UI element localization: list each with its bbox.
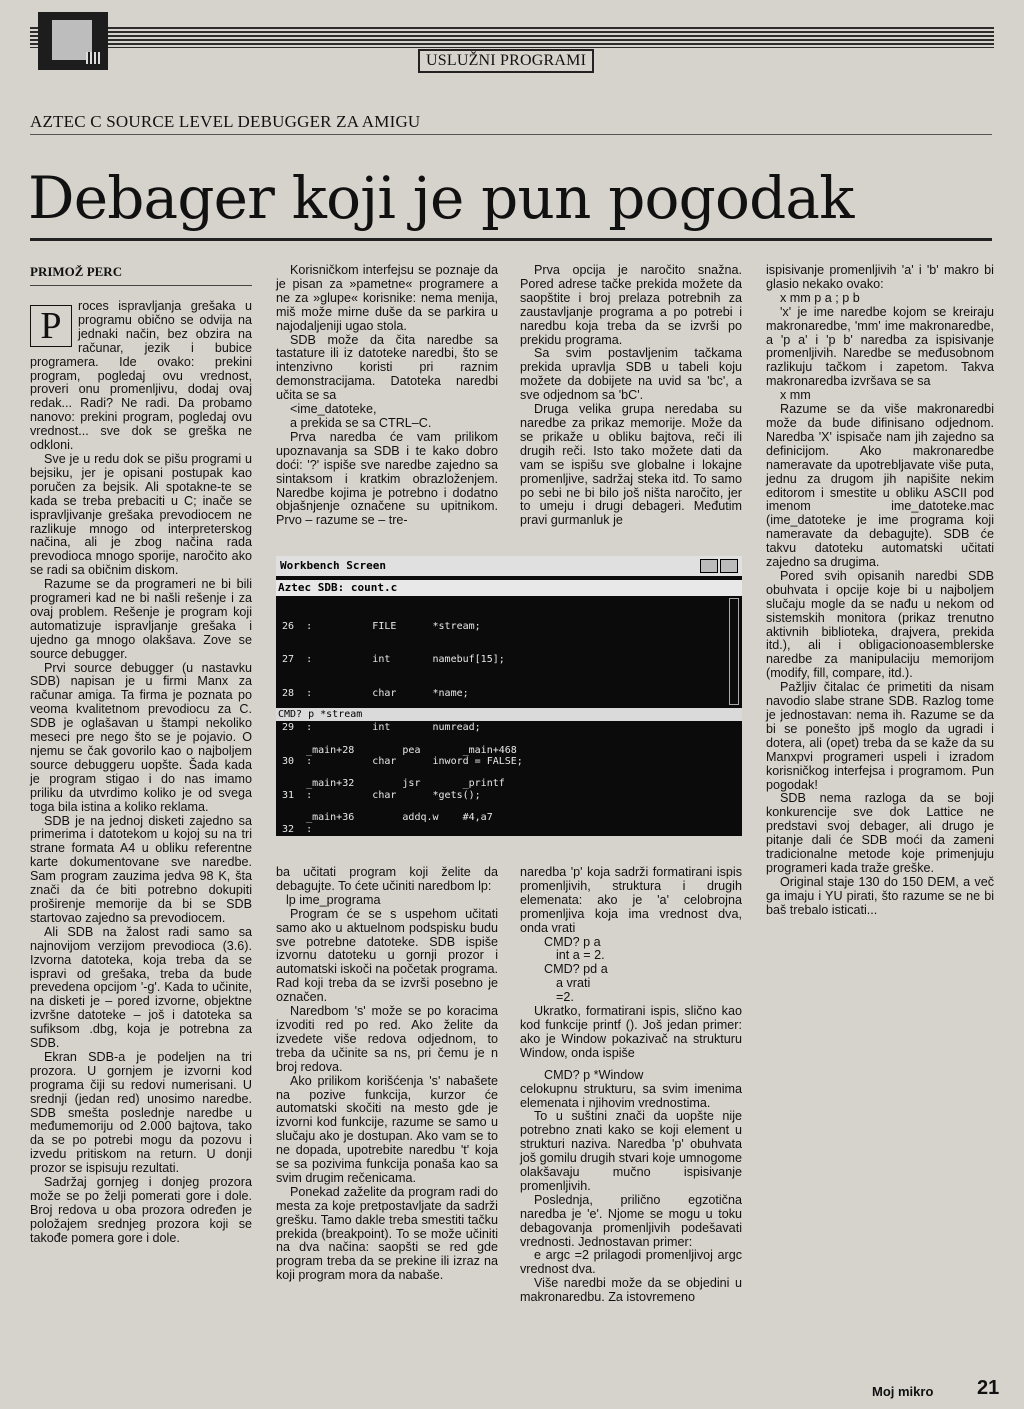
paragraph: Naredbom 's' može se po koracima izvoditi red po red. Ako želite da izvedete više redova odjednom, to treba da učinite sa ns, pri čemu je n broj redova. <box>276 1004 498 1074</box>
code-line: x mm p a ; p b <box>780 290 860 305</box>
page-number: 21 <box>977 1377 1000 1399</box>
code-line: CMD? p *Window <box>544 1067 644 1082</box>
paragraph: Program će se s uspehom učitati samo ako u aktuelnom podspisku budu sve potrebne datoteke. SDB ispiše izvornu datoteku u gornji prozor i automatski iskoči na početak programa. Rad koji treba da se izvrši posebno je označen. <box>276 906 498 1005</box>
paragraph: Prva naredba će vam prilikom upoznavanja sa SDB i te kako dobro doći: '?' ispiše sve naredbe zajedno sa sintaksom i kratkim obrazloženjem. Naredbe kojima je potrebno i dodatno objašnjenje označene su upitnikom. Prvo – razume se – tre- <box>276 429 498 528</box>
paragraph: Ponekad zaželite da program radi do mesta za koje pretpostavljate da sadrži grešku. Tamo dakle treba smestiti tačku prekida (breakpoint). To se može učiniti na dva načina: saopšti se red gde program treba da se prekine ili izraz na koji program mora da nabaše. <box>276 1184 498 1283</box>
article-subtitle: AZTEC C SOURCE LEVEL DEBUGGER ZA AMIGU <box>30 112 421 131</box>
code-line: lp ime_programa <box>286 892 381 907</box>
paragraph: Druga velika grupa neredaba su naredbe za prikaz memorije. Može da se prikaže u obliku bajtova, reči ili drugih reči. Isto tako možete dati da vam se ispišu sve globalne i lokajne promenljive, sadržaj steka itd. To samo po sebi ne bi bilo još ništa naročito, jer to umeju i drugi debageri. Međutim pravi gurmanluk je <box>520 402 742 528</box>
paragraph: Razume se da programeri ne bi bili programeri kad ne bi našli rešenje i za ovaj problem. Rešenje je program koji automatizuje ispravljanje grešaka i ujedno ga mnogo olakšava. Zove se source debugger. <box>30 577 252 661</box>
paragraph: celokupnu strukturu, sa svim imenima elemenata i njihovim vrednostima. <box>520 1081 742 1110</box>
command-prompt: CMD? p *stream <box>278 709 363 720</box>
workbench-title: Workbench Screen <box>280 559 386 572</box>
output-line: _main+32 jsr _printf <box>282 778 505 790</box>
paragraph: To u suštini znači da uopšte nije potrebno znati kako se koji element u strukturi naziva. Naredba 'p' obuhvata još gomilu drugih stvari koje umnogome olakšavaju mučno ispisivanje promenljivih. <box>520 1109 742 1193</box>
code-line: =2. <box>556 990 574 1005</box>
depth-gadget-icon <box>720 559 738 573</box>
paragraph: Ako prilikom korišćenja 's' nabašete na pozive funkcija, kurzor će automatski skočiti na mesto gde je izvorni kod funkcije, razume se samo u slučaju ako je dostupan. Ako vam se to ne dopada, upotrebite naredbu 't' koja se sa pozivima funkcija ponaša kao sa svim drugim rečenicama. <box>276 1073 498 1185</box>
paragraph: ba učitati program koji želite da debagujte. To ćete učiniti naredbom lp: <box>276 865 498 893</box>
paragraph: 'x' je ime naredbe kojom se kreiraju makronaredbe, 'mm' ime makronaredbe, a 'p a' i 'p b' naredba za ispisivanje promenljivih. Naredbe se međusobnom razlikuju tačkom i zapetom. Takva makronaredba izvršava se sa <box>766 304 994 389</box>
code-line: <ime_datoteke, <box>290 402 377 417</box>
column-3-top <box>520 264 742 528</box>
sdb-screenshot <box>276 556 742 836</box>
source-window-titlebar <box>276 580 742 596</box>
output-line: _main+36 addq.w #4,a7 <box>282 812 493 824</box>
paragraph: SDB je na jednoj disketi zajedno sa primerima i datotekom u kojoj su na tri strane formata A4 u obliku referentne karte dokumentovane sve naredbe. Sam program zauzima jedva 98 K, šta znači da će biti potrebno dokupiti proširenje memorije da bi se SDB startovao zajedno sa prevodiocem. <box>30 813 252 925</box>
paragraph: Korisničkom interfejsu se poznaje da je pisan za »pametne« programere a ne za »glupe« korisnike: nema menija, miš može mirne duše da se parkira u najodaljeniji ugao stola. <box>276 263 498 333</box>
section-label: USLUŽNI PROGRAMI <box>418 49 594 73</box>
source-line: 28 : char *name; <box>282 688 469 700</box>
paragraph: ispisivanje promenljivih 'a' i 'b' makro bi glasio nekako ovako: <box>766 263 994 291</box>
header-stripes <box>30 27 994 48</box>
scrollbar <box>729 598 739 705</box>
code-line: CMD? p a <box>544 934 601 949</box>
source-line: 29 : int numread; <box>282 722 481 734</box>
paragraph: Prvi source debugger (u nastavku SDB) napisan je u firmi Manx za računar amiga. Ta firma je poznata po veoma kvalitetnom prevodiocu za C. SDB je oglašavan u štampi nekoliko meseci pre nego što se je pojavio. O njemu se čak govorilo kao o najboljem source debuggeru uopšte. Šada kada je program stigao i do nas imamo priliku da utvrdimo koliko je od svega toga bila istina a koliko reklama. <box>30 660 252 814</box>
output-window <box>282 722 517 836</box>
code-line: x mm <box>780 388 811 403</box>
column-2-bottom <box>276 866 498 1283</box>
divider <box>30 238 992 241</box>
paragraph: Ukratko, formatirani ispis, slično kao kod funkcije printf (). Još jedan primer: ako je Window pokazivač na strukturu Window, onda ispiše <box>520 1004 742 1060</box>
paragraph: Poslednja, prilično egzotična naredba je 'e'. Njome se mogu u toku debagovanja promenljivih podešavati vrednosti. Jednostavan primer: <box>520 1192 742 1249</box>
source-line: 26 : FILE *stream; <box>282 620 481 632</box>
paragraph: SDB nema razloga da se boji konkurencije sve dok Lattice ne predstavi svoj debager, ali drugo je pitanje dali će SDB moći da zameni tradicionalne metode koje primenjuju programeri kada traže greške. <box>766 791 994 875</box>
paragraph: Sadržaj gornjeg i donjeg prozora može se po želji pomerati gore i dole. Broj redova u oba prozora određen je položajem srednjeg prozora koji se takođe pomera gore i dole. <box>30 1175 252 1245</box>
code-line: int a = 2. <box>556 948 605 963</box>
paragraph: Sa svim postavljenim tačkama prekida upravlja SDB u tabeli koju možete da dobijete na uvid sa 'bc', a sve odjednom sa 'bC'. <box>520 346 742 403</box>
paragraph: e argc =2 prilagodi promenljivoj argc vrednost dva. <box>520 1248 742 1277</box>
paragraph: P roces ispravljanja grešaka u programu obično se odvija na jednaki način, bez obzira na računar, jezik i bubice programera. Ide ovako: prekini program, pogledaj ovu vrednost, proveri onu promenljivu, dodaj ovaj redak... Radi? Ne radi. Da probamo nanovo: prekini program, pogledaj ovu vrednost... sve dok se greška ne odkloni. <box>30 299 252 453</box>
paragraph: Pored svih opisanih naredbi SDB obuhvata i opcije koje bi u najboljem slučaju mogle da se nađu u nekom od sistemskih monitora (prikaz trenutno aktivnih biblioteka, drajvera, prekida itd.), ali i obligacionoasemblerske naredbe za manipulaciju memorijom (modify, fill, compare, itd.). <box>766 568 994 681</box>
paragraph: Ali SDB na žalost radi samo sa najnovijom verzijom prevodioca (3.6). Izvorna datoteka, koja treba da se ispravi od grešaka, treba da bude prevedena opcijom '-g'. Kada to učinite, na disketi je – pored izvorne, objektne izvršne datoteke – još i datoteka sa sufiksom .dbg, koja je potrebna za SDB. <box>30 924 252 1051</box>
paragraph: Više naredbi može da se objedini u makronaredbu. Za istovremeno <box>520 1276 742 1305</box>
source-line: 27 : int namebuf[15]; <box>282 654 505 666</box>
paragraph: Pažljiv čitalac će primetiti da nisam navodio slabe strane SDB. Razlog tome je jednostavan: nema ih. Razume se da bi se ponešto jpš moglo da ugradi i dotera, ali (opet) treba da se kaže da su Manxpvi programeri uspeli i izradom korisničkog interfejsa i programom. Pun pogodak! <box>766 680 994 792</box>
divider <box>30 285 252 286</box>
source-line: 32 : <box>282 823 313 835</box>
paragraph: Ekran SDB-a je podeljen na tri prozora. U gornjem je izvorni kod programa čiji su redovi numerisani. U srednji (jedan red) unosimo naredbe. SDB smešta poslednje naredbe u međumemoriju od 2.000 bajtova, tako da se po potrebi mogu da pozovu i izvedu pritiskom na return. U donji prozor se ispisuju rezultati. <box>30 1049 252 1176</box>
paragraph: Razume se da više makronaredbi može da bude difinisano odjednom. Naredba 'X' ispisače nam jih zajedno sa definicijom. Ako makronaredbe nameravate da upotrebljavate više puta, jednu za drugom jih napišite nekim editorom i smestite u obliku ASCII pod imenom ime_datoteke.mac (ime_datoteke je ime programa koji nameravate da debagujte). SDB će takvu datoteku automatski učitati zajedno sa drugima. <box>766 402 994 570</box>
column-2-top <box>276 264 498 528</box>
computer-icon <box>38 12 108 70</box>
command-line <box>276 708 742 721</box>
divider <box>30 134 992 135</box>
paragraph: naredba 'p' koja sadrži formatirani ispis promenljivih, struktura i drugih elemenata: ako je 'a' celobrojna promenljiva koja ima vrednost dva, onda vrati <box>520 865 742 935</box>
depth-gadget-icon <box>700 559 718 573</box>
article-title: Debager koji je pun pogodak <box>28 164 854 232</box>
output-line: _main+28 pea _main+468 <box>282 744 517 756</box>
author-name: PRIMOŽ PERC <box>30 264 123 279</box>
column-4 <box>766 264 994 918</box>
code-line: a vrati <box>556 976 591 991</box>
paragraph: Sve je u redu dok se pišu programi u bejsiku, jer je opisani postupak kao poručen za bejsik. Ali spotakne-te se kada se treba prebaciti u C; inače se ispravljivanje grešaka prevodiocem ne razlikuje mnogo od interpreterskog načina, ali je zbog načina rada prevodioca mnogo sporije, naročito ako se radi sa običnim diskom. <box>30 451 252 578</box>
paragraph: SDB može da čita naredbe sa tastature ili iz datoteke naredbi, što se intenzivno koristi pri raznim demonstracijama. Datoteka naredbi učita se sa <box>276 332 498 403</box>
paragraph: a prekida se sa CTRL–C. <box>290 415 432 430</box>
source-line: 30 : char inword = FALSE; <box>282 756 523 768</box>
code-line: CMD? pd a <box>544 962 608 977</box>
source-line: 31 : char *gets(); <box>282 790 481 802</box>
paragraph: Original staje 130 do 150 DEM, a več ga imaju i YU pirati, što razume se ne bi baš trebalo isticati... <box>766 874 994 917</box>
column-3-bottom <box>520 866 742 1305</box>
column-1 <box>30 300 252 1246</box>
workbench-titlebar <box>276 556 742 576</box>
magazine-name: Moj mikro <box>872 1384 934 1399</box>
source-window-title: Aztec SDB: count.c <box>278 581 398 594</box>
drop-cap: P <box>30 305 72 347</box>
paragraph: Prva opcija je naročito snažna. Pored adrese tačke prekida možete da saopštite i broj prelaza potrebnih za zaustavljanje programa a po potrebi i naredbu koja treba da se izvrši po prekidu programa. <box>520 263 742 347</box>
